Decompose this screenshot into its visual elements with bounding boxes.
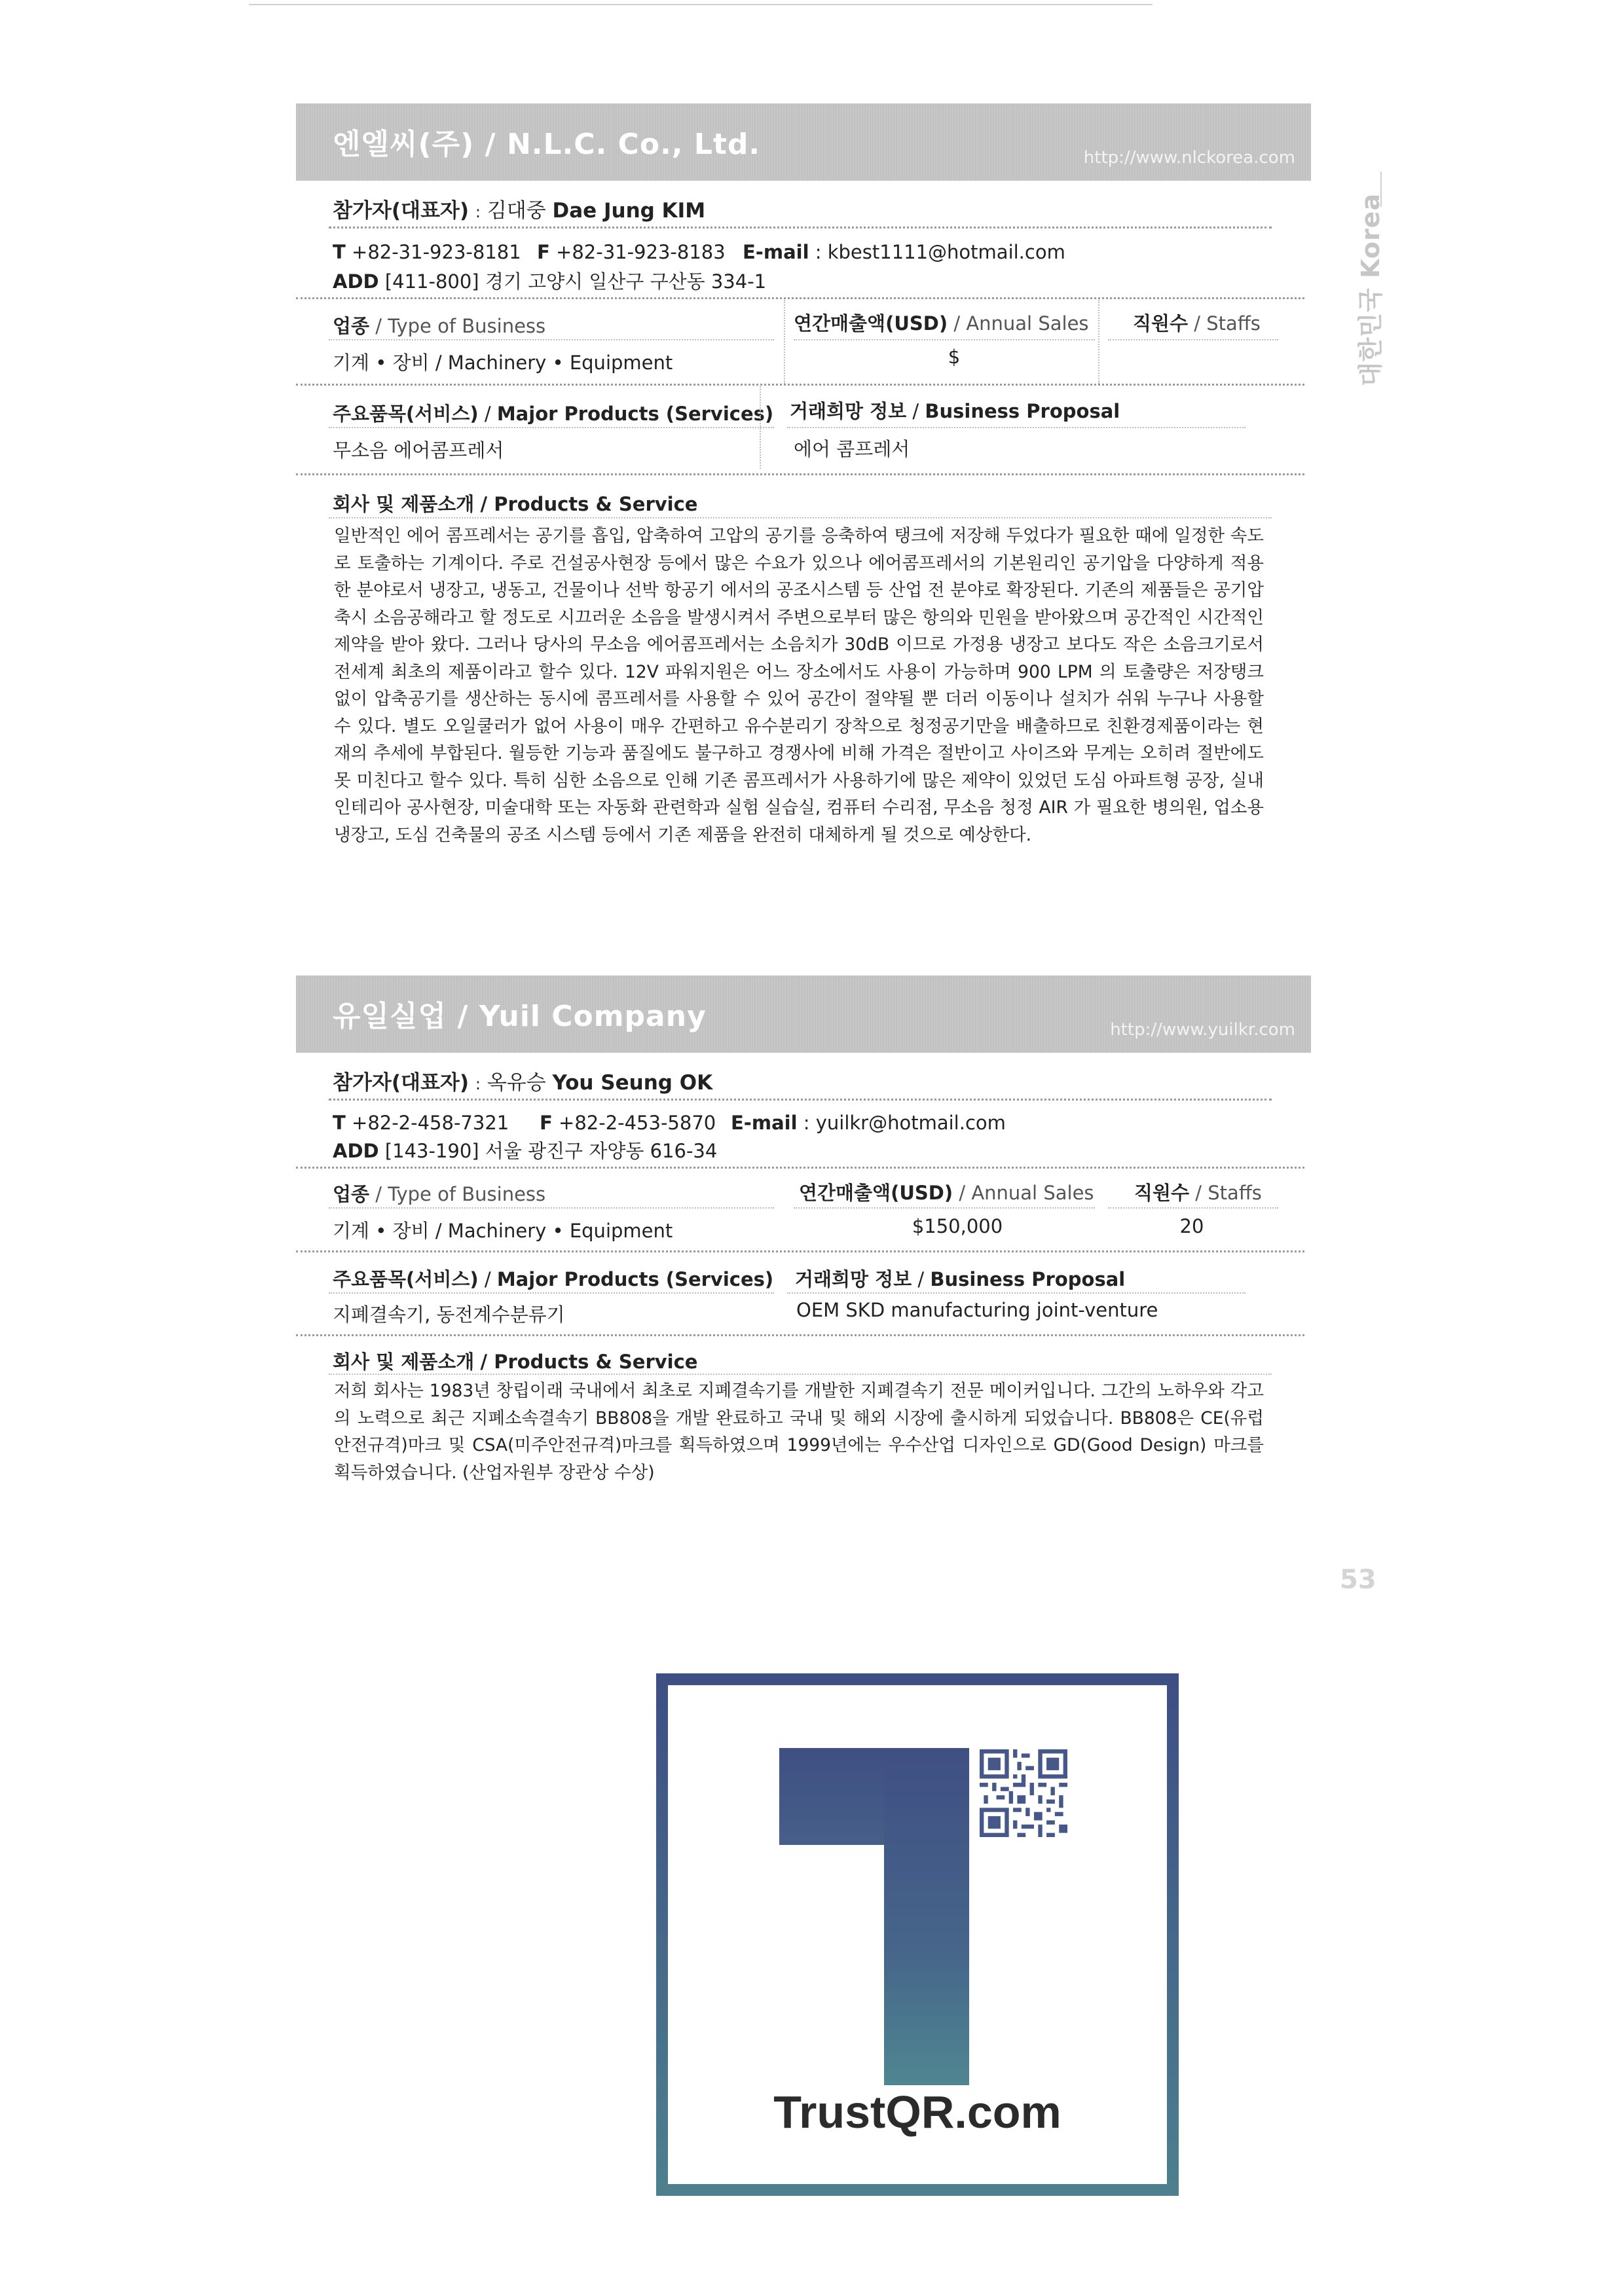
contact-row [333,1112,509,1134]
address-label: ADD [333,270,379,293]
proposal-label-ko: 거래희망 정보 [795,1268,912,1290]
email-value[interactable]: : kbest1111@hotmail.com [815,241,1065,263]
products-label-en: Major Products (Services) [496,403,774,425]
company-title: 엔엘씨(주) / N.L.C. Co., Ltd. [333,128,761,161]
divider [329,1374,1272,1375]
participant-name-en: Dae Jung KIM [552,199,706,223]
fax-label: F [540,1112,553,1134]
contact-row [333,241,521,263]
sales-label-ko: 연간매출액(USD) [799,1182,953,1204]
trustqr-logo-text: TrustQR.com [773,2086,1061,2138]
sales-value: $ [948,346,961,368]
column-divider [784,300,785,384]
scan-edge-line [249,4,1153,5]
fax-value: +82-2-453-5870 [559,1112,716,1134]
intro-label-en: / Products & Service [480,493,698,515]
tel-value: +82-31-923-8181 [352,241,521,263]
staff-label: 직원수 / Staffs [1133,312,1261,335]
products-label: 주요품목(서비스) / Major Products (Services) [333,403,774,425]
divider [794,339,1095,340]
qr-code-icon [980,1749,1067,1837]
divider [329,1099,1272,1101]
company-url[interactable]: http://www.nlckorea.com [1083,148,1295,168]
sales-label-en: Annual Sales [971,1182,1094,1204]
business-label-en: Type of Business [388,1183,546,1205]
sales-label: 연간매출액(USD) / Annual Sales [794,312,1089,335]
staff-value: 20 [1179,1215,1204,1237]
column-divider [760,386,761,469]
divider [296,384,1304,386]
sales-label-ko: 연간매출액(USD) [794,312,948,335]
address-row [333,267,766,294]
business-label-ko: 업종 [333,1183,370,1205]
address-label: ADD [333,1140,379,1162]
proposal-label: 거래희망 정보 / Business Proposal [795,1268,1126,1290]
intro-label-ko: 회사 및 제품소개 [333,1351,475,1373]
proposal-label: 거래희망 정보 / Business Proposal [790,400,1120,422]
products-label: 주요품목(서비스) / Major Products (Services) [333,1268,774,1290]
fax-row [537,241,726,263]
staff-label-ko: 직원수 [1133,312,1189,335]
side-country-label: 대한민국 Korea [1356,192,1385,386]
address-value: [411-800] 경기 고양시 일산구 구산동 334-1 [384,270,767,293]
intro-heading [333,1347,697,1374]
fax-row [540,1112,716,1134]
email-row [743,241,1065,263]
fax-label: F [537,241,550,263]
products-label-en: Major Products (Services) [496,1268,774,1290]
products-label-ko: 주요품목(서비스) [333,1268,479,1290]
staff-label-ko: 직원수 [1134,1182,1190,1204]
divider [296,297,1304,299]
participant-row [333,1066,712,1095]
business-value: 기계 • 장비 / Machinery • Equipment [333,1220,673,1242]
proposal-label-en: Business Proposal [930,1268,1126,1290]
business-label: 업종 / Type of Business [333,315,546,337]
intro-label-en: / Products & Service [480,1351,698,1373]
company-block-nlc [296,103,1311,845]
sales-label: 연간매출액(USD) / Annual Sales [799,1182,1094,1204]
company-banner [296,103,1311,181]
divider [296,1334,1304,1336]
participant-name-en: You Seung OK [552,1071,713,1095]
email-label: E-mail [731,1112,798,1134]
divider [329,227,1272,228]
divider [329,339,774,340]
participant-label: 참가자(대표자) [333,199,470,223]
proposal-value: OEM SKD manufacturing joint-venture [796,1299,1158,1321]
column-divider [1098,300,1099,384]
staff-label-en: Staffs [1206,312,1261,335]
tel-label: T [333,241,346,263]
divider [787,427,1246,428]
business-value: 기계 • 장비 / Machinery • Equipment [333,352,673,374]
email-value[interactable]: : yuilkr@hotmail.com [803,1112,1006,1134]
proposal-label-ko: 거래희망 정보 [790,400,907,422]
intro-heading [333,490,697,517]
divider [329,1292,774,1294]
divider [329,517,1272,519]
divider [296,473,1304,475]
company-description: 저희 회사는 1983년 창립이래 국내에서 최초로 지폐결속기를 개발한 지폐결속기 전문 메이커입니다. 그간의 노하우와 각고의 노력으로 최근 지폐소속결속기 BB808을 개발 완료하고 국내 및 해외 시장에 출시하게 되었습니다. BB808은 CE(유럽안전규격)마크 및 CSA(미주안전규격)마크를 획득하였으며 1999년에는 우수산업 디자인으로 GD(Good Design) 마크를 획득하였습니다. (산업자원부 장관상 수상) [334,1381,1264,1483]
participant-name-ko: 옥유승 [487,1071,546,1095]
products-label-ko: 주요품목(서비스) [333,403,479,425]
divider [329,1207,774,1209]
divider [1108,1207,1278,1209]
company-title: 유일실업 / Yuil Company [333,1000,707,1033]
trustqr-t-stem [884,1748,969,2085]
fax-value: +82-31-923-8183 [556,241,726,263]
participant-separator: : [475,1075,481,1093]
sales-value: $150,000 [912,1215,1003,1237]
business-label: 업종 / Type of Business [333,1183,546,1205]
divider [296,1250,1304,1252]
staff-label: 직원수 / Staffs [1134,1182,1262,1204]
participant-row [333,194,705,223]
divider [296,1167,1304,1169]
proposal-value: 에어 콤프레서 [794,438,910,460]
divider [787,1292,1246,1294]
proposal-label-en: Business Proposal [925,400,1120,422]
tel-value: +82-2-458-7321 [352,1112,509,1134]
staff-label-en: Staffs [1208,1182,1262,1204]
participant-separator: : [475,203,481,221]
products-value: 지폐결속기, 동전계수분류기 [333,1303,565,1326]
participant-name-ko: 김대중 [487,199,546,223]
address-row [333,1137,717,1163]
company-url[interactable]: http://www.yuilkr.com [1110,1020,1295,1040]
company-block-yuil [296,975,1311,1483]
divider [329,427,774,428]
company-banner [296,975,1311,1053]
email-row [731,1112,1006,1134]
address-value: [143-190] 서울 광진구 자양동 616-34 [384,1140,718,1162]
business-label-ko: 업종 [333,315,370,337]
participant-label: 참가자(대표자) [333,1071,470,1095]
intro-label-ko: 회사 및 제품소개 [333,493,475,515]
business-label-en: Type of Business [388,315,546,337]
products-value: 무소음 에어콤프레서 [333,439,504,462]
tel-label: T [333,1112,346,1134]
divider [794,1207,1095,1209]
company-description: 일반적인 에어 콤프레서는 공기를 흡입, 압축하여 고압의 공기를 응축하여 탱크에 저장해 두었다가 필요한 때에 일정한 속도로 토출하는 기계이다. 주로 건설공사현장 등에서 많은 수요가 있으나 에어콤프레서의 기본원리인 공기압을 다양하게 적용한 분야로서 냉장고, 냉동고, 건물이나 선박 항공기 에서의 공조시스템 등 산업 전 분야로 확장된다. 기존의 제품들은 공기압축시 소음공해라고 할 정도로 시끄러운 소음을 발생시켜서 주변으로부터 많은 항의와 민원을 받아왔으며 공간적인 시간적인 제약을 받아 왔다. 그러나 당사의 무소음 에어콤프레서는 소음치가 30dB 이므로 가정용 냉장고 보다도 작은 소음크기로서 전세계 최초의 제품이라고 할수 있다. 12V 파워지원은 어느 장소에서도 사용이 가능하며 900 LPM 의 토출량은 저장탱크 없이 압축공기를 생산하는 동시에 콤프레서를 사용할 수 있어 공간이 절약될 뿐 더러 이동이나 설치가 쉬워 누구나 사용할 수 있다. 별도 오일쿨러가 없어 사용이 매우 간편하고 유수분리기 장착으로 청정공기만을 배출하므로 친환경제품이라는 현재의 추세에 부합된다. 월등한 기능과 품질에도 불구하고 경쟁사에 비해 가격은 절반이고 사이즈와 무게는 오히려 절반에도 못 미친다고 할수 있다. 특히 심한 소음으로 인해 기존 콤프레서가 사용하기에 많은 제약이 있었던 도심 아파트형 공장, 실내인테리아 공사현장, 미술대학 또는 자동화 관련학과 실험 실습실, 컴퓨터 수리점, 무소음 청정 AIR 가 필요한 병의원, 업소용 냉장고, 도심 건축물의 공조 시스템 등에서 기존 제품을 완전히 대체하게 될 것으로 예상한다. [334,526,1264,845]
sales-label-en: Annual Sales [966,312,1089,335]
email-label: E-mail [743,241,809,263]
divider [1108,339,1278,340]
page-number: 53 [1340,1565,1376,1595]
